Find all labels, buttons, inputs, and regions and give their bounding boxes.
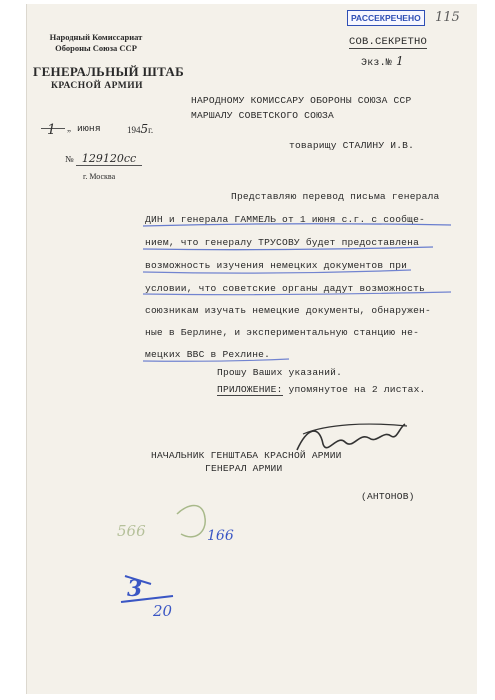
- letterhead-city: г. Москва: [83, 172, 116, 181]
- date-month-line: „ июня: [67, 123, 101, 134]
- date-month: июня: [77, 123, 101, 134]
- letterhead-line1: Народный Комиссариат: [49, 32, 143, 42]
- signature-name: (АНТОНОВ): [361, 491, 415, 502]
- copy-number: 1: [396, 54, 404, 68]
- annotations-layer: [27, 4, 477, 694]
- pencil-underline-2: [143, 247, 433, 250]
- body-line-8: мецких ВВС в Рехлине.: [145, 349, 271, 360]
- date-day: 1: [47, 122, 56, 138]
- body-line-2: ДИН и генерала ГАММЕЛЬ от 1 июня с.г. с сообще-: [145, 214, 425, 225]
- signature-title2: ГЕНЕРАЛ АРМИИ: [205, 463, 283, 474]
- addressee-line2: МАРШАЛУ СОВЕТСКОГО СОЮЗА: [191, 110, 334, 121]
- document-page: [26, 4, 477, 694]
- copy-label: Экз.№ 1: [361, 54, 404, 69]
- body-line-6: союзникам изучать немецкие документы, обнаружен-: [145, 305, 431, 316]
- pencil-underline-4: [143, 292, 451, 295]
- letterhead-subtitle: КРАСНОЙ АРМИИ: [51, 81, 143, 91]
- attachment-text: упомянутое на 2 листах.: [288, 384, 426, 395]
- body-line-7: ные в Берлине, и экспериментальную станцию не-: [145, 327, 420, 338]
- body-line-4: возможность изучения немецких документов при: [145, 260, 408, 271]
- body-line-5: условии, что советские органы дадут возможность: [145, 283, 425, 294]
- secrecy-classification: СОВ.СЕКРЕТНО: [349, 36, 428, 48]
- handwritten-note-3: 3: [127, 576, 143, 602]
- body-line-3: нием, что генералу ТРУСОВУ будет предоставлена: [145, 237, 420, 248]
- pencil-underline-3: [143, 270, 411, 273]
- letterhead-title: ГЕНЕРАЛЬНЫЙ ШТАБ: [33, 64, 184, 79]
- pencil-underline-1: [143, 224, 451, 226]
- attachment-label: ПРИЛОЖЕНИЕ:: [217, 384, 283, 395]
- addressee-line1: НАРОДНОМУ КОМИССАРУ ОБОРОНЫ СОЮЗА ССР: [191, 95, 412, 106]
- handwritten-note-20: 20: [153, 602, 173, 620]
- declassified-stamp: РАССЕКРЕЧЕНО: [347, 10, 425, 26]
- outgoing-number: № 129120сс: [65, 152, 142, 165]
- letterhead-line2: Обороны Союза ССР: [55, 43, 137, 53]
- body-line-1: Представляю перевод письма генерала: [231, 191, 440, 202]
- signature-title1: НАЧАЛЬНИК ГЕНШТАБА КРАСНОЙ АРМИИ: [151, 450, 342, 461]
- outgoing-number-value: 129120сс: [76, 152, 142, 166]
- green-pencil-mark: [177, 506, 205, 537]
- date-year: 1945г.: [127, 122, 154, 136]
- pencil-underline-5: [143, 359, 289, 361]
- request-line: Прошу Ваших указаний.: [217, 367, 343, 378]
- archive-sheet-number: 115: [435, 10, 460, 25]
- handwritten-note-166: 166: [207, 528, 234, 544]
- handwritten-signature: [297, 424, 405, 450]
- addressee-line3: товарищу СТАЛИНУ И.В.: [289, 140, 415, 151]
- handwritten-note-566: 566: [117, 522, 146, 540]
